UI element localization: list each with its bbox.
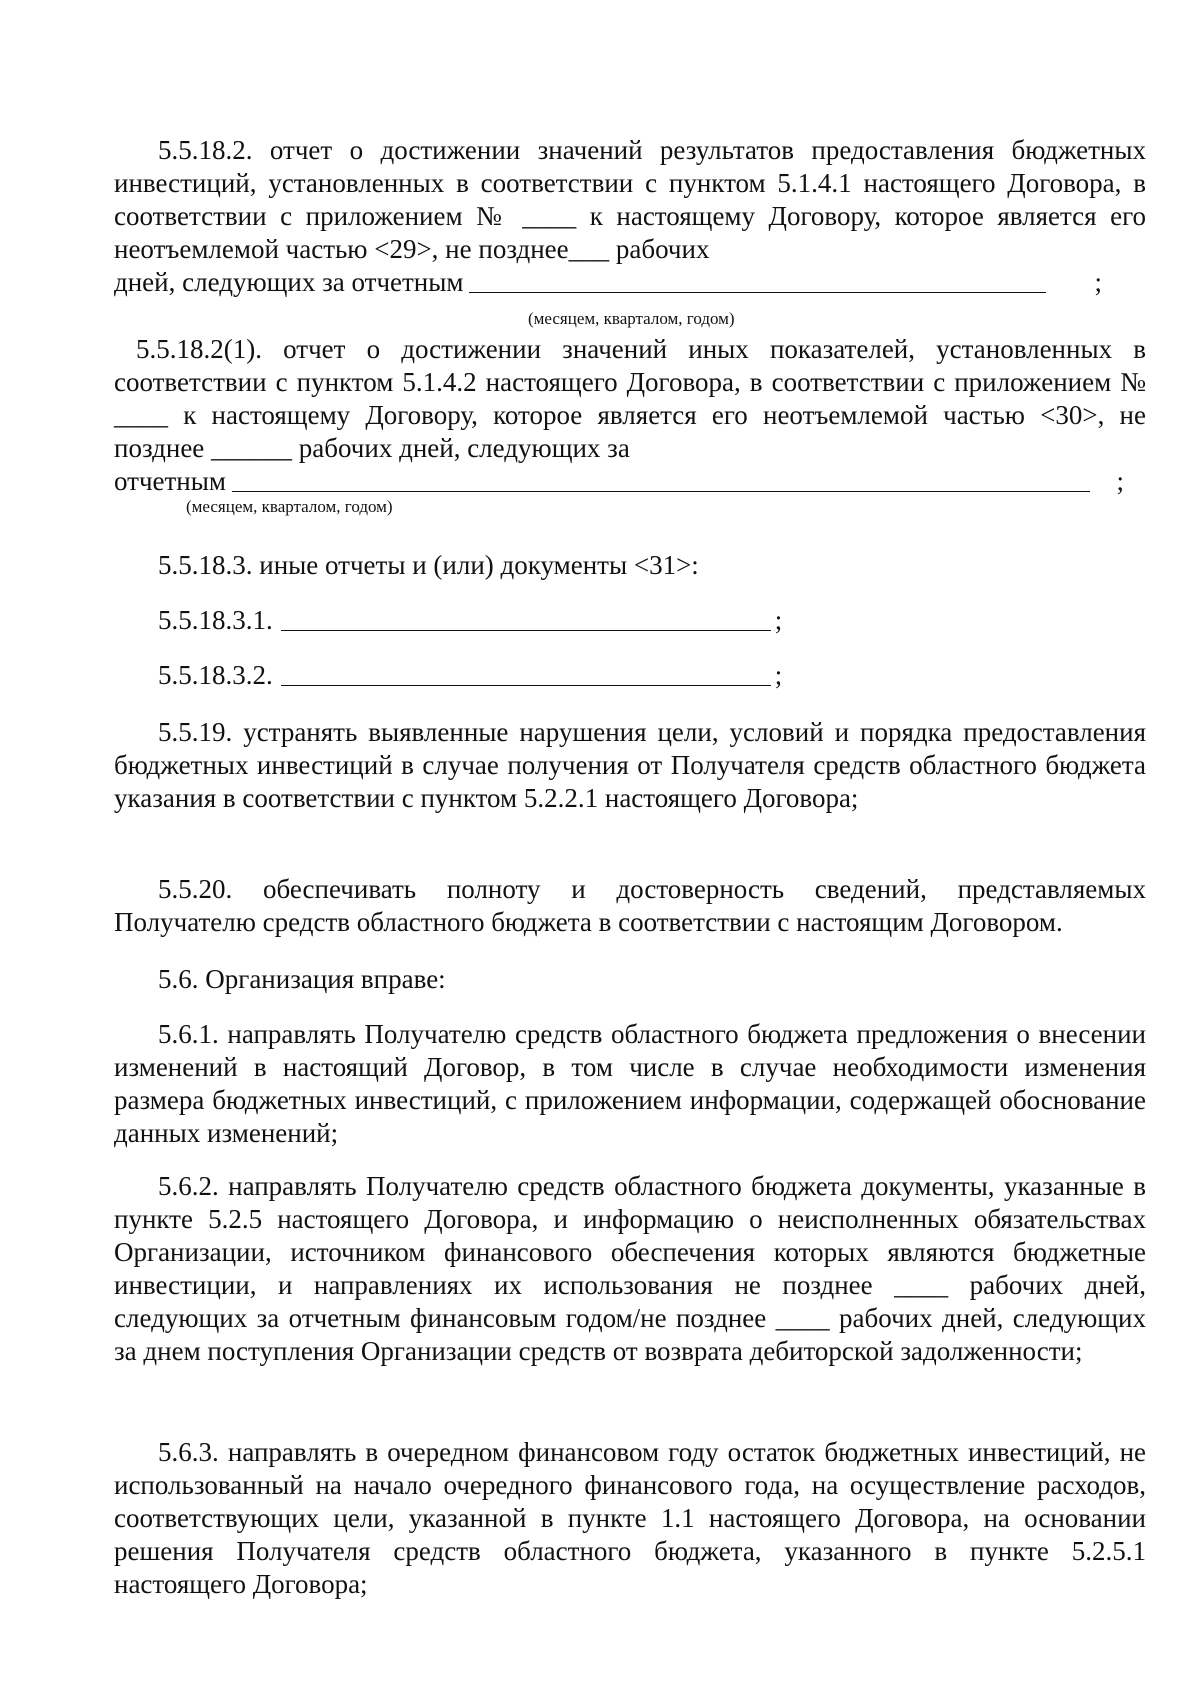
clause-5-6-2: 5.6.2. направлять Получателю средств областного бюджета документы, указанные в пункте 5.2.5 настоящего Договора, и информацию о неисполненных обязательствах Организации, источником финансового обеспечения которых являются бюджетные инвестиции, и направлениях их использования не позднее ____ рабочих дней, следующих за отчетным финансовым годом/не позднее ____ рабочих дней, следующих за днем поступления Организации средств от возврата дебиторской задолженности; bbox=[114, 1171, 1146, 1366]
clause-5-5-18-2-1-caption: (месяцем, кварталом, годом) bbox=[186, 497, 393, 516]
clause-5-5-18-2-last-suffix: ; bbox=[1094, 267, 1102, 297]
clause-5-5-18-2-1-last-line bbox=[92, 465, 1124, 498]
clause-5-6-heading: 5.6. Организация вправе: bbox=[158, 964, 446, 994]
clause-5-5-18-3-2 bbox=[158, 659, 782, 692]
clause-5-5-18-3-2-number: 5.5.18.3.2. bbox=[158, 660, 273, 690]
clause-5-6-3: 5.6.3. направлять в очередном финансовом году остаток бюджетных инвестиций, не использованный на начало очередного финансового года, на осуществление расходов, соответствующих цели, указанной в пункте 1.1 настоящего Договора, на основании решения Получателя средств областного бюджета, указанного в пункте 5.2.5.1 настоящего Договора; bbox=[114, 1437, 1146, 1599]
clause-5-5-18-2-1-body: 5.5.18.2(1). отчет о достижении значений иных показателей, установленных в соответствии с пунктом 5.1.4.2 настоящего Договора, в соответствии с приложением № ____ к настоящему Договору, которое является его неотъемлемой частью <30>, не позднее ______ рабочих дней, следующих за bbox=[114, 334, 1146, 463]
clause-5-5-20: 5.5.20. обеспечивать полноту и достоверность сведений, представляемых Получателю средств областного бюджета в соответствии с настоящим Договором. bbox=[114, 874, 1146, 937]
clause-5-5-19: 5.5.19. устранять выявленные нарушения цели, условий и порядка предоставления бюджетных инвестиций в случае получения от Получателя средств областного бюджета указания в соответствии с пунктом 5.2.2.1 настоящего Договора; bbox=[114, 717, 1146, 813]
clause-5-5-18-3-1-number: 5.5.18.3.1. bbox=[158, 605, 273, 635]
clause-5-5-18-2-1-last-suffix: ; bbox=[1116, 466, 1124, 496]
clause-5-5-18-3-2-suffix: ; bbox=[774, 660, 783, 690]
clause-5-5-18-3-1-blank bbox=[281, 606, 771, 631]
clause-5-5-18-3-1 bbox=[158, 604, 782, 637]
clause-5-5-18-2-last-line bbox=[70, 266, 1102, 299]
clause-5-5-18-2-1-last-prefix: отчетным bbox=[114, 466, 226, 496]
clause-5-5-18-2-caption: (месяцем, кварталом, годом) bbox=[528, 309, 735, 328]
clause-5-6-1: 5.6.1. направлять Получателю средств областного бюджета предложения о внесении изменений в настоящий Договор, в том числе в случае необходимости изменения размера бюджетных инвестиций, с приложением информации, содержащей обоснование данных изменений; bbox=[114, 1019, 1146, 1148]
clause-5-5-18-3-1-suffix: ; bbox=[774, 605, 783, 635]
clause-5-5-18-2-blank bbox=[469, 268, 1046, 293]
clause-5-5-18-2-last-prefix: дней, следующих за отчетным bbox=[114, 267, 464, 297]
clause-5-5-18-2-body: 5.5.18.2. отчет о достижении значений результатов предоставления бюджетных инвестиций, установленных в соответствии с пунктом 5.1.4.1 настоящего Договора, в соответствии с приложением № ____ к настоящему Договору, которое является его неотъемлемой частью <29>, не позднее___ рабочих bbox=[114, 135, 1146, 264]
clause-5-5-18-2 bbox=[114, 134, 1146, 299]
clause-5-5-18-2-1-blank bbox=[232, 467, 1091, 492]
clause-5-5-18-2-1 bbox=[114, 333, 1146, 498]
clause-5-5-18-3-2-blank bbox=[281, 661, 771, 686]
clause-5-5-18-3: 5.5.18.3. иные отчеты и (или) документы <31>: bbox=[158, 550, 699, 580]
